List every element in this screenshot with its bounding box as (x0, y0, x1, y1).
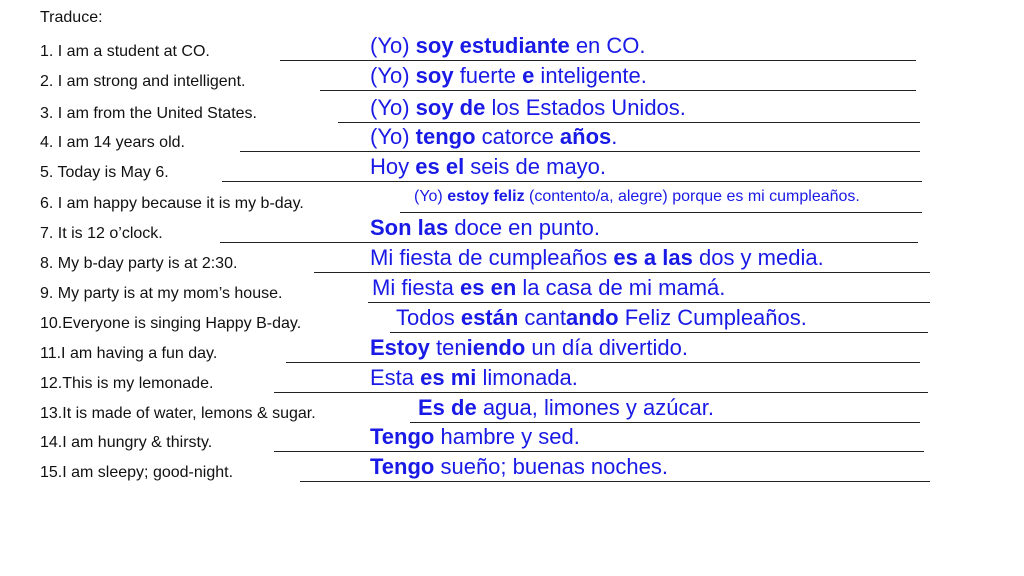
answer-text: (Yo) (370, 63, 416, 88)
english-sentence: 3. I am from the United States. (40, 105, 257, 122)
answer-highlight: años (559, 124, 612, 149)
english-sentence: 7. It is 12 o’clock. (40, 225, 163, 242)
answer-text: los Estados Unidos. (485, 95, 686, 120)
english-sentence: 6. I am happy because it is my b-day. (40, 195, 304, 212)
english-sentence: 2. I am strong and intelligent. (40, 73, 246, 90)
translation-row (0, 34, 1024, 64)
answer-highlight: Tengo (370, 454, 435, 479)
spanish-answer (370, 156, 606, 178)
answer-text: Mi fiesta de cumpleaños (370, 245, 614, 270)
spanish-answer (418, 397, 714, 419)
answer-highlight: Es de (418, 395, 477, 420)
answer-blank-line (314, 272, 930, 273)
translation-row (0, 366, 1024, 396)
answer-text: Feliz Cumpleaños. (618, 305, 807, 330)
answer-blank-line (300, 481, 930, 482)
answer-text: (contento/a, alegre) porque es mi cumpleaños. (524, 188, 860, 205)
answer-text: Mi fiesta (372, 275, 461, 300)
spanish-answer (370, 65, 647, 87)
translation-row (0, 455, 1024, 485)
english-sentence: 4. I am 14 years old. (40, 134, 185, 151)
spanish-answer (370, 456, 668, 478)
answer-highlight: es a las (613, 245, 693, 270)
answer-highlight: tengo (415, 124, 476, 149)
translation-row (0, 276, 1024, 306)
answer-text: agua, limones y azúcar. (476, 395, 714, 420)
translation-row (0, 64, 1024, 94)
spanish-answer (370, 97, 686, 119)
answer-highlight: están (460, 305, 519, 330)
answer-blank-line (390, 332, 928, 333)
answer-text: un día divertido. (525, 335, 688, 360)
answer-text: la casa de mi mamá. (516, 275, 726, 300)
translation-row (0, 306, 1024, 336)
english-sentence: 5. Today is May 6. (40, 164, 169, 181)
answer-text: (Yo) (414, 188, 448, 205)
translation-row (0, 186, 1024, 216)
answer-blank-line (280, 60, 916, 61)
english-sentence: 12.This is my lemonade. (40, 375, 214, 392)
answer-blank-line (222, 181, 922, 182)
translation-row (0, 246, 1024, 276)
answer-blank-line (274, 451, 924, 452)
english-sentence: 9. My party is at my mom’s house. (40, 285, 283, 302)
answer-text: Hoy (370, 154, 416, 179)
spanish-answer (414, 189, 860, 205)
answer-highlight: es el (415, 154, 465, 179)
answer-text: seis de mayo. (464, 154, 607, 179)
answer-text: en CO. (569, 33, 646, 58)
spanish-answer (396, 307, 807, 329)
spanish-answer (370, 35, 646, 57)
translation-row (0, 155, 1024, 185)
translation-row (0, 125, 1024, 155)
answer-text: ten (429, 335, 467, 360)
answer-highlight: ando (566, 305, 619, 330)
answer-highlight: es mi (420, 365, 477, 390)
answer-text: fuerte (453, 63, 523, 88)
english-sentence: 8. My b-day party is at 2:30. (40, 255, 238, 272)
english-sentence: 13.It is made of water, lemons & sugar. (40, 405, 316, 422)
answer-highlight: soy estudiante (415, 33, 570, 58)
english-sentence: 1. I am a student at CO. (40, 43, 210, 60)
spanish-answer (370, 367, 578, 389)
answer-text: sueño; buenas noches. (434, 454, 668, 479)
answer-text: cant (518, 305, 567, 330)
answer-blank-line (240, 151, 920, 152)
answer-blank-line (338, 122, 920, 123)
answer-text: catorce (475, 124, 560, 149)
translation-row (0, 96, 1024, 126)
answer-highlight: estoy feliz (447, 188, 525, 205)
answer-highlight: e (522, 63, 535, 88)
spanish-answer (370, 126, 617, 148)
translation-row (0, 336, 1024, 366)
answer-blank-line (320, 90, 916, 91)
answer-highlight: Tengo (370, 424, 435, 449)
answer-text: doce en punto. (448, 215, 600, 240)
translation-row (0, 396, 1024, 426)
spanish-answer (370, 337, 688, 359)
answer-text: dos y media. (692, 245, 824, 270)
english-sentence: 14.I am hungry & thirsty. (40, 434, 213, 451)
answer-highlight: soy de (415, 95, 486, 120)
answer-blank-line (368, 302, 930, 303)
translation-row (0, 425, 1024, 455)
answer-highlight: es en (460, 275, 517, 300)
answer-blank-line (410, 422, 920, 423)
spanish-answer (370, 247, 824, 269)
answer-text: Todos (396, 305, 461, 330)
answer-blank-line (220, 242, 918, 243)
answer-text: hambre y sed. (434, 424, 580, 449)
english-sentence: 10.Everyone is singing Happy B-day. (40, 315, 302, 332)
answer-blank-line (400, 212, 922, 213)
answer-text: Esta (370, 365, 421, 390)
answer-text: limonada. (476, 365, 578, 390)
spanish-answer (372, 277, 725, 299)
english-sentence: 11.I am having a fun day. (40, 345, 218, 362)
spanish-answer (370, 217, 600, 239)
worksheet-heading: Traduce: (40, 9, 103, 26)
answer-text: (Yo) (370, 124, 416, 149)
answer-text: (Yo) (370, 33, 416, 58)
answer-highlight: Estoy (370, 335, 430, 360)
spanish-answer (370, 426, 580, 448)
english-sentence: 15.I am sleepy; good-night. (40, 464, 234, 481)
answer-highlight: Son las (370, 215, 449, 240)
answer-text: inteligente. (534, 63, 647, 88)
answer-highlight: soy (415, 63, 454, 88)
answer-blank-line (274, 392, 928, 393)
answer-text: (Yo) (370, 95, 416, 120)
translation-row (0, 216, 1024, 246)
answer-highlight: iendo (466, 335, 526, 360)
answer-text: . (611, 124, 618, 149)
answer-blank-line (286, 362, 920, 363)
